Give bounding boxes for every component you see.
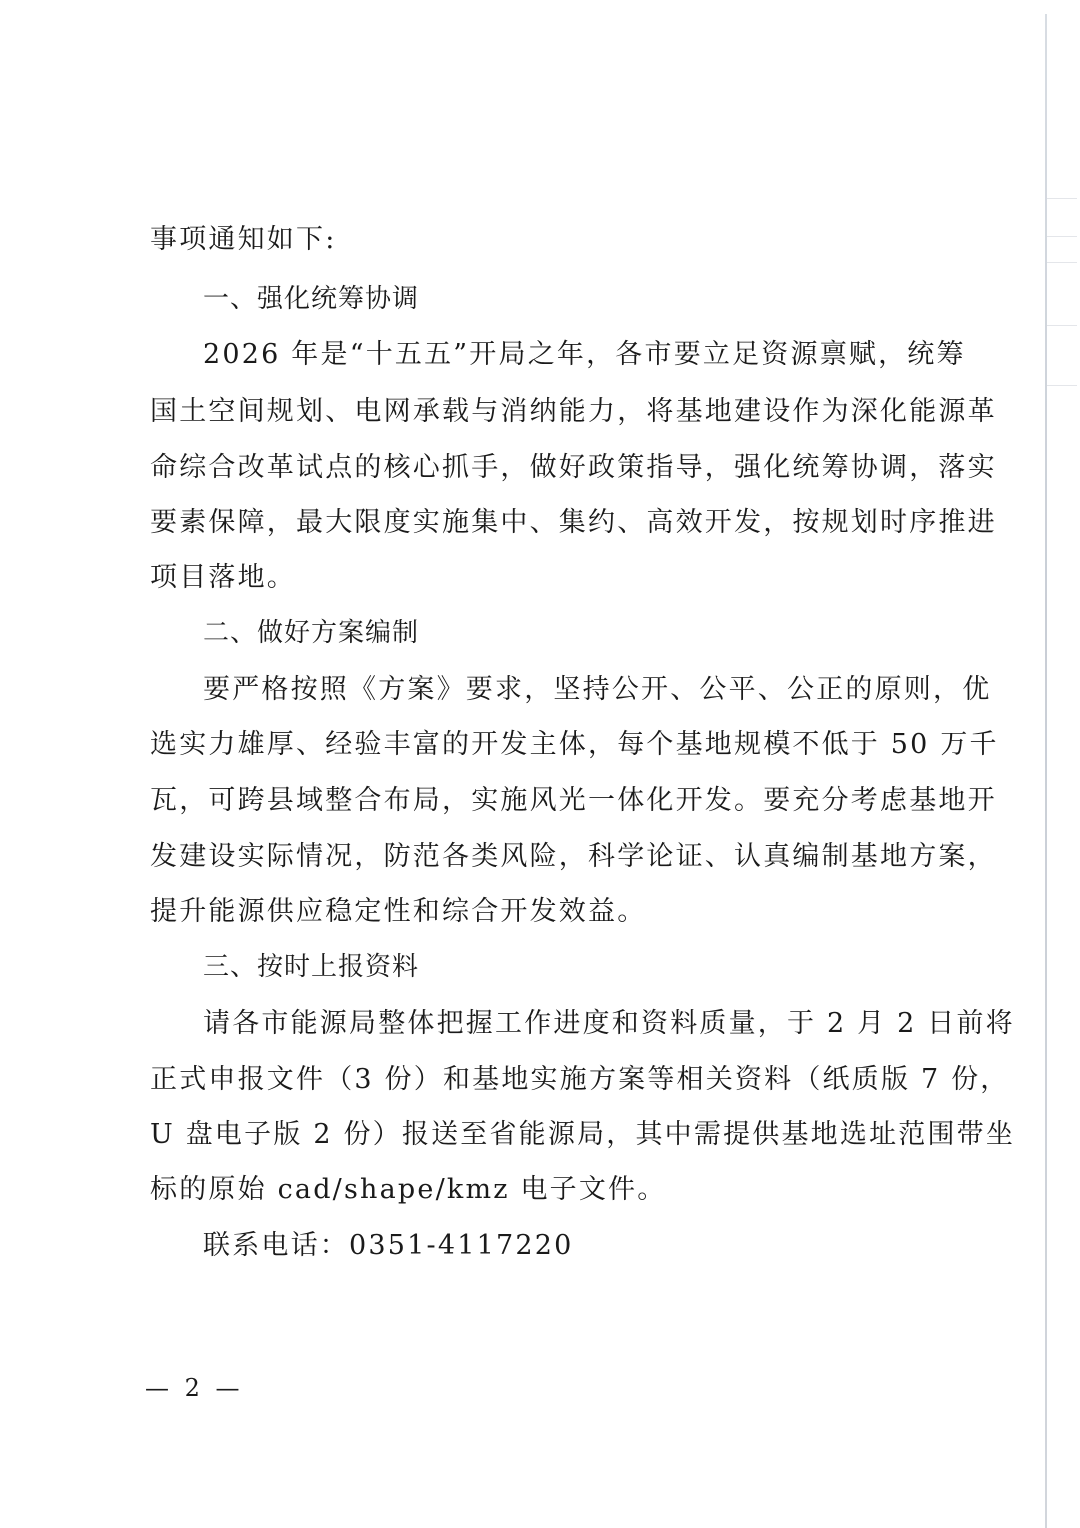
section-3-line: 正式申报文件（3 份）和基地实施方案等相关资料（纸质版 7 份， — [150, 1064, 1010, 1095]
section-2-line: 提升能源供应稳定性和综合开发效益。 — [150, 896, 647, 927]
scan-edge-tick — [1047, 198, 1077, 199]
section-1-line: 项目落地。 — [150, 562, 296, 593]
scan-edge-tick — [1047, 262, 1077, 263]
scan-edge-line — [1045, 14, 1047, 1528]
scan-edge-tick — [1047, 385, 1077, 386]
section-2-line: 瓦，可跨县域整合布局，实施风光一体化开发。要充分考虑基地开 — [150, 785, 997, 816]
scan-edge-tick — [1047, 325, 1077, 326]
intro-text: 事项通知如下: — [150, 224, 337, 255]
section-3-line: 请各市能源局整体把握工作进度和资料质量，于 2 月 2 日前将 — [203, 1008, 1015, 1039]
section-1-line: 要素保障，最大限度实施集中、集约、高效开发，按规划时序推进 — [150, 507, 997, 538]
section-1-line: 国土空间规划、电网承载与消纳能力，将基地建设作为深化能源革 — [150, 396, 997, 427]
page-number: — 2 — — [145, 1374, 244, 1402]
section-1-line: 命综合改革试点的核心抓手，做好政策指导，强化统筹协调，落实 — [150, 452, 997, 483]
scan-edge-tick — [1047, 236, 1077, 237]
section-3-line: U 盘电子版 2 份）报送至省能源局，其中需提供基地选址范围带坐 — [150, 1119, 1016, 1150]
section-2-line: 发建设实际情况，防范各类风险，科学论证、认真编制基地方案， — [150, 841, 997, 872]
section-1-heading: 一、强化统筹协调 — [203, 284, 420, 314]
section-1-line: 2026 年是“十五五”开局之年，各市要立足资源禀赋，统筹 — [203, 339, 966, 370]
contact-phone: 联系电话：0351-4117220 — [203, 1230, 574, 1261]
section-3-line: 标的原始 cad/shape/kmz 电子文件。 — [150, 1174, 667, 1205]
section-2-heading: 二、做好方案编制 — [203, 618, 420, 648]
section-2-line: 要严格按照《方案》要求，坚持公开、公平、公正的原则，优 — [203, 674, 992, 705]
section-2-line: 选实力雄厚、经验丰富的开发主体，每个基地规模不低于 50 万千 — [150, 729, 999, 760]
section-3-heading: 三、按时上报资料 — [203, 952, 420, 982]
